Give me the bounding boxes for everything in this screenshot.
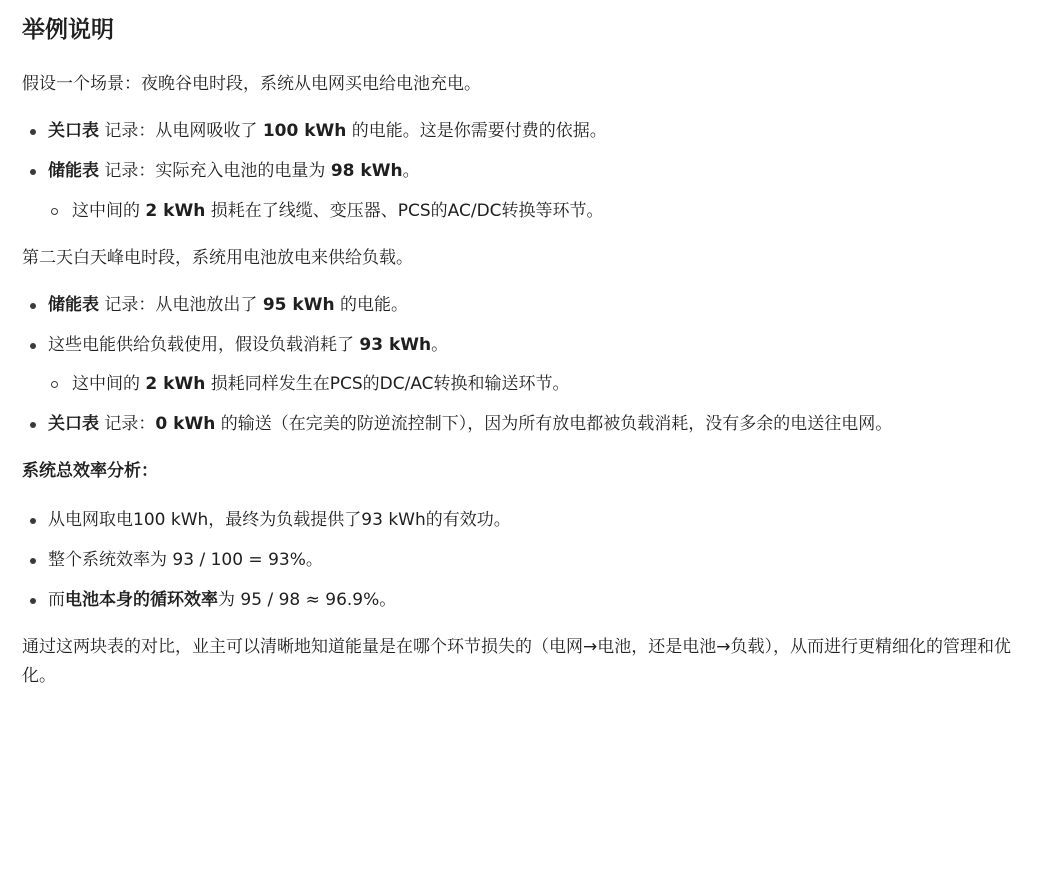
list-text: 这些电能供给负载使用，假设负载消耗了 (48, 334, 360, 355)
list-text: 为 95 / 98 ≈ 96.9%。 (218, 589, 397, 610)
list-text: 记录：从电池放出了 (99, 294, 263, 315)
value-highlight: 100 kWh (262, 121, 347, 142)
value-highlight: 0 kWh (155, 414, 216, 435)
list-text: 。 (402, 160, 420, 181)
list-item-grid-to-load: 从电网取电100 kWh，最终为负载提供了93 kWh的有效功。 (22, 506, 1032, 535)
discharging-list (22, 291, 1032, 440)
value-highlight: 93 kWh (359, 334, 432, 355)
analysis-list (22, 506, 1032, 615)
list-text: 损耗同样发生在PCS的DC/AC转换和输送环节。 (205, 374, 570, 395)
intro-paragraph-discharging: 第二天白天峰电时段，系统用电池放电来供给负载。 (22, 247, 413, 268)
value-highlight: 95 kWh (262, 294, 335, 315)
term-battery-cycle-efficiency: 电池本身的循环效率 (65, 589, 218, 610)
list-item-storage-meter-discharge (22, 291, 1032, 320)
value-highlight: 98 kWh (330, 160, 403, 181)
list-text: 而 (48, 589, 65, 610)
list-text: 记录： (99, 414, 156, 435)
list-text: 。 (431, 334, 449, 355)
value-highlight: 2 kWh (145, 374, 206, 395)
value-highlight: 2 kWh (145, 200, 206, 221)
term-storage-meter: 储能表 (48, 294, 99, 315)
term-storage-meter: 储能表 (48, 160, 99, 181)
term-gateway-meter: 关口表 (48, 121, 99, 142)
list-item-gateway-meter-discharge (22, 410, 1032, 439)
list-item-load-consumption (22, 331, 1032, 360)
section-heading: 举例说明 (22, 17, 114, 43)
list-text: 的电能。 (334, 294, 408, 315)
list-text: 损耗在了线缆、变压器、PCS的AC/DC转换等环节。 (205, 200, 604, 221)
list-item-system-efficiency: 整个系统效率为 93 / 100 = 93%。 (22, 546, 1032, 575)
list-text: 记录：从电网吸收了 (99, 121, 263, 142)
list-text: 这中间的 (72, 200, 146, 221)
sub-list-item-charge-loss (22, 197, 1032, 226)
list-text: 的电能。这是你需要付费的依据。 (346, 121, 607, 142)
analysis-title: 系统总效率分析： (22, 461, 158, 482)
list-item-storage-meter-charge (22, 157, 1032, 186)
term-gateway-meter: 关口表 (48, 414, 99, 435)
list-text: 的输送（在完美的防逆流控制下），因为所有放电都被负载消耗，没有多余的电送往电网。 (215, 414, 893, 435)
list-item-gateway-meter-charge (22, 117, 1032, 146)
conclusion-paragraph: 通过这两块表的对比，业主可以清晰地知道能量是在哪个环节损失的（电网→电池，还是电池→负载），从而进行更精细化的管理和优化。 (22, 636, 1011, 686)
list-text: 这中间的 (72, 374, 146, 395)
intro-paragraph-charging: 假设一个场景：夜晚谷电时段，系统从电网买电给电池充电。 (22, 74, 481, 95)
list-text: 记录：实际充入电池的电量为 (99, 160, 331, 181)
sub-list-item-discharge-loss (22, 370, 1032, 399)
list-item-battery-efficiency (22, 586, 1032, 615)
charging-list (22, 117, 1032, 226)
